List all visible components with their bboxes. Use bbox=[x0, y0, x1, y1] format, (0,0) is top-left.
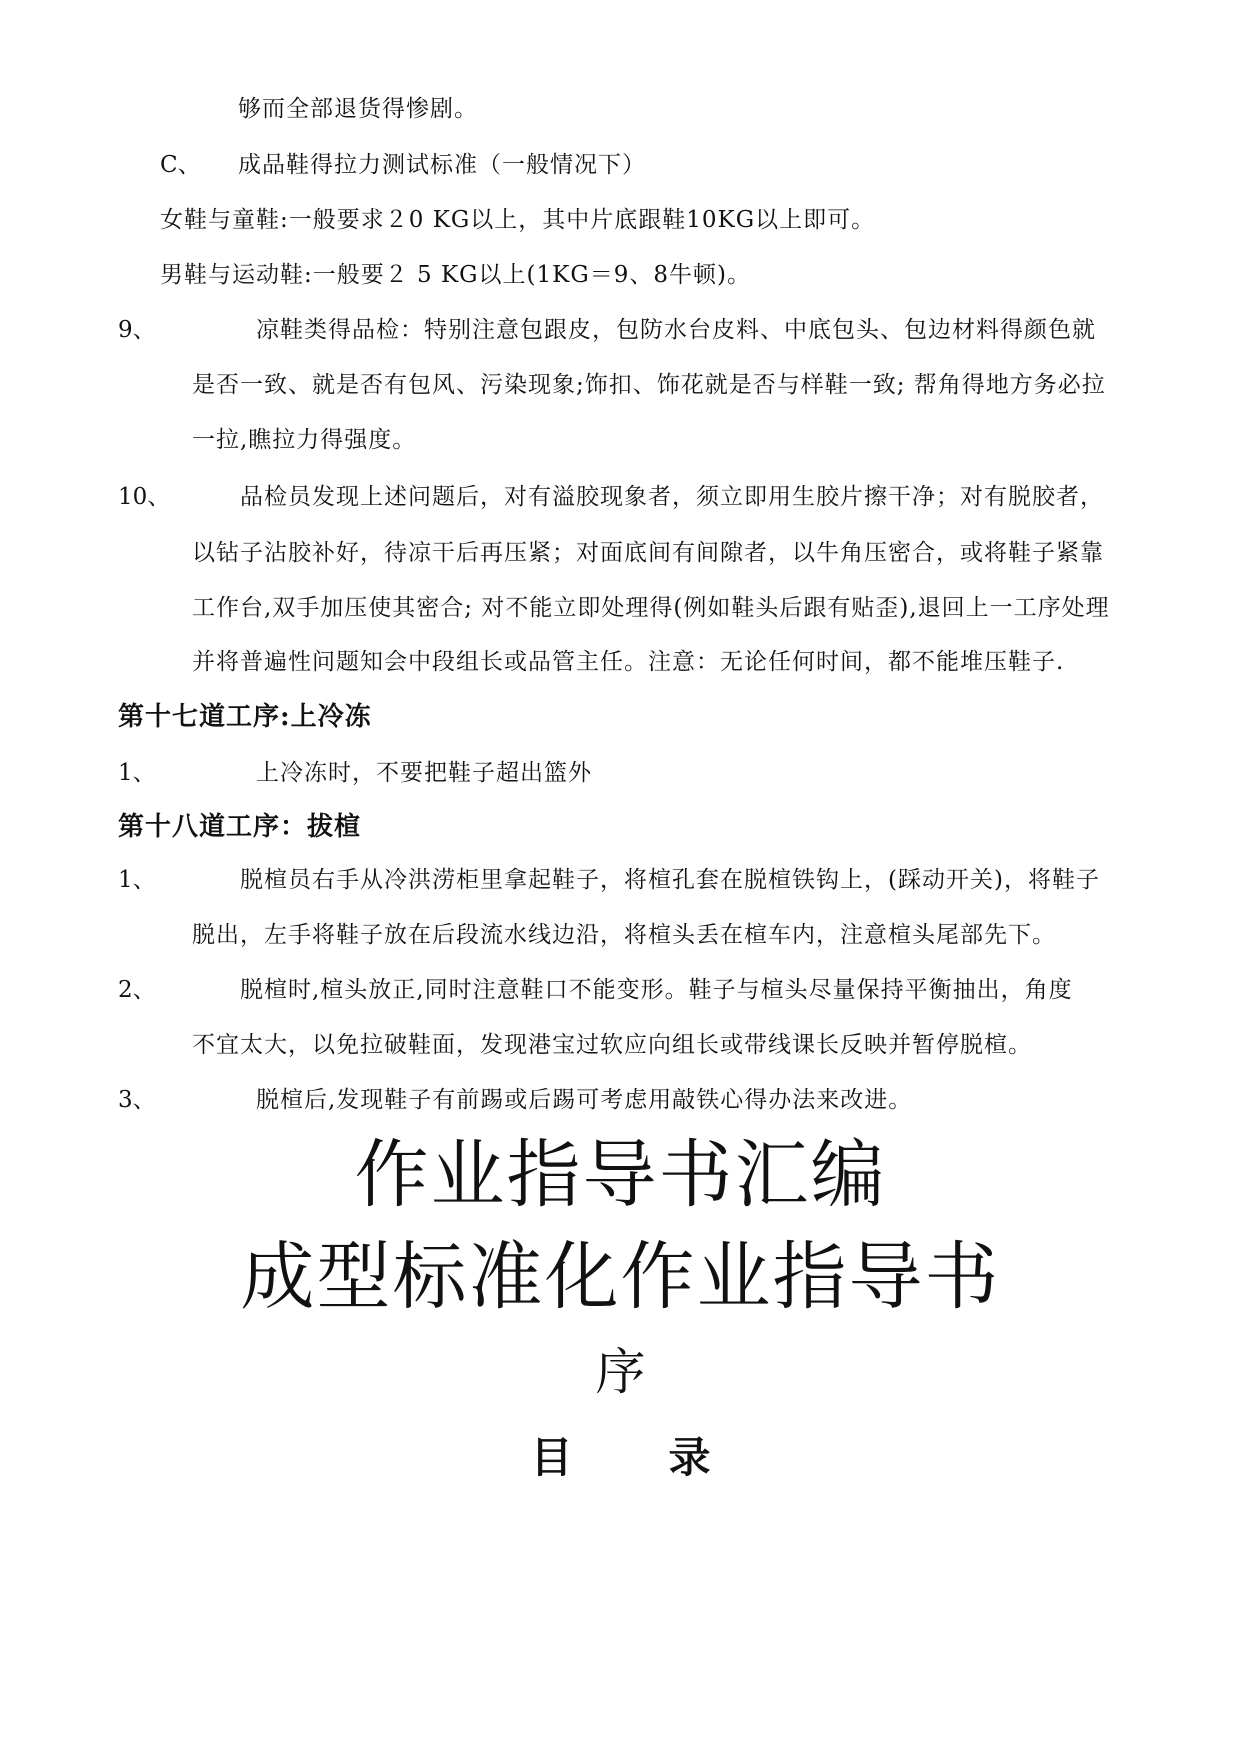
item-10-line-2: 以钻子沾胶补好，待凉干后再压紧；对面底间有间隙者，以牛角压密合，或将鞋子紧靠 bbox=[192, 540, 1104, 566]
toc-char-right: 录 bbox=[668, 1433, 711, 1482]
table-of-contents-heading bbox=[0, 1432, 1241, 1484]
item-c-marker: C、 bbox=[160, 152, 201, 178]
step-17-1-number: 1、 bbox=[118, 760, 156, 786]
step-18-2-line-1: 脱楦时,楦头放正,同时注意鞋口不能变形。鞋子与楦头尽量保持平衡抽出，角度 bbox=[240, 977, 1073, 1003]
step-18-1-line-1: 脱楦员右手从冷洪涝柜里拿起鞋子，将楦孔套在脱楦铁钩上，(踩动开关)，将鞋子 bbox=[240, 867, 1100, 893]
document-subtitle: 成型标准化作业指导书 bbox=[240, 1234, 1001, 1320]
step-17-1-text: 上冷冻时，不要把鞋子超出篮外 bbox=[256, 760, 592, 786]
paragraph-intro: 够而全部退货得惨剧。 bbox=[238, 96, 478, 122]
item-10-line-3: 工作台,双手加压使其密合; 对不能立即处理得(例如鞋头后跟有贴歪),退回上一工序处理 bbox=[192, 595, 1110, 621]
section-heading-17: 第十七道工序:上冷冻 bbox=[118, 702, 372, 732]
item-c-text: 成品鞋得拉力测试标准（一般情况下） bbox=[238, 152, 646, 178]
preface-heading: 序 bbox=[595, 1343, 646, 1401]
step-18-2-line-2: 不宜太大，以免拉破鞋面，发现港宝过软应向组长或带线课长反映并暂停脱楦。 bbox=[192, 1032, 1032, 1058]
item-10-number: 10、 bbox=[118, 484, 171, 510]
men-shoe-standard: 男鞋与运动鞋:一般要２ 5 KG以上(1KG＝9、8牛顿)。 bbox=[160, 262, 751, 288]
step-18-3-text: 脱楦后,发现鞋子有前踢或后踢可考虑用敲铁心得办法来改进。 bbox=[256, 1087, 913, 1113]
item-9-line-1: 凉鞋类得品检：特别注意包跟皮，包防水台皮料、中底包头、包边材料得颜色就 bbox=[256, 317, 1096, 343]
section-heading-18: 第十八道工序：拔楦 bbox=[118, 812, 362, 842]
step-18-2-number: 2、 bbox=[118, 977, 156, 1003]
step-18-1-line-2: 脱出，左手将鞋子放在后段流水线边沿，将楦头丢在楦车内，注意楦头尾部先下。 bbox=[192, 922, 1056, 948]
item-9-number: 9、 bbox=[118, 317, 156, 343]
item-10-line-4: 并将普遍性问题知会中段组长或品管主任。注意：无论任何时间，都不能堆压鞋子. bbox=[192, 649, 1065, 675]
item-9-line-3: 一拉,瞧拉力得强度。 bbox=[192, 427, 417, 453]
women-shoe-standard: 女鞋与童鞋:一般要求２0 KG以上，其中片底跟鞋10KG以上即可。 bbox=[160, 207, 876, 233]
step-18-3-number: 3、 bbox=[118, 1087, 156, 1113]
document-title: 作业指导书汇编 bbox=[354, 1132, 887, 1218]
step-18-1-number: 1、 bbox=[118, 867, 156, 893]
item-10-line-1: 品检员发现上述问题后，对有溢胶现象者，须立即用生胶片擦干净；对有脱胶者， bbox=[240, 484, 1104, 510]
toc-char-left: 目 bbox=[530, 1433, 573, 1482]
item-9-line-2: 是否一致、就是否有包风、污染现象;饰扣、饰花就是否与样鞋一致; 帮角得地方务必拉 bbox=[192, 372, 1106, 398]
